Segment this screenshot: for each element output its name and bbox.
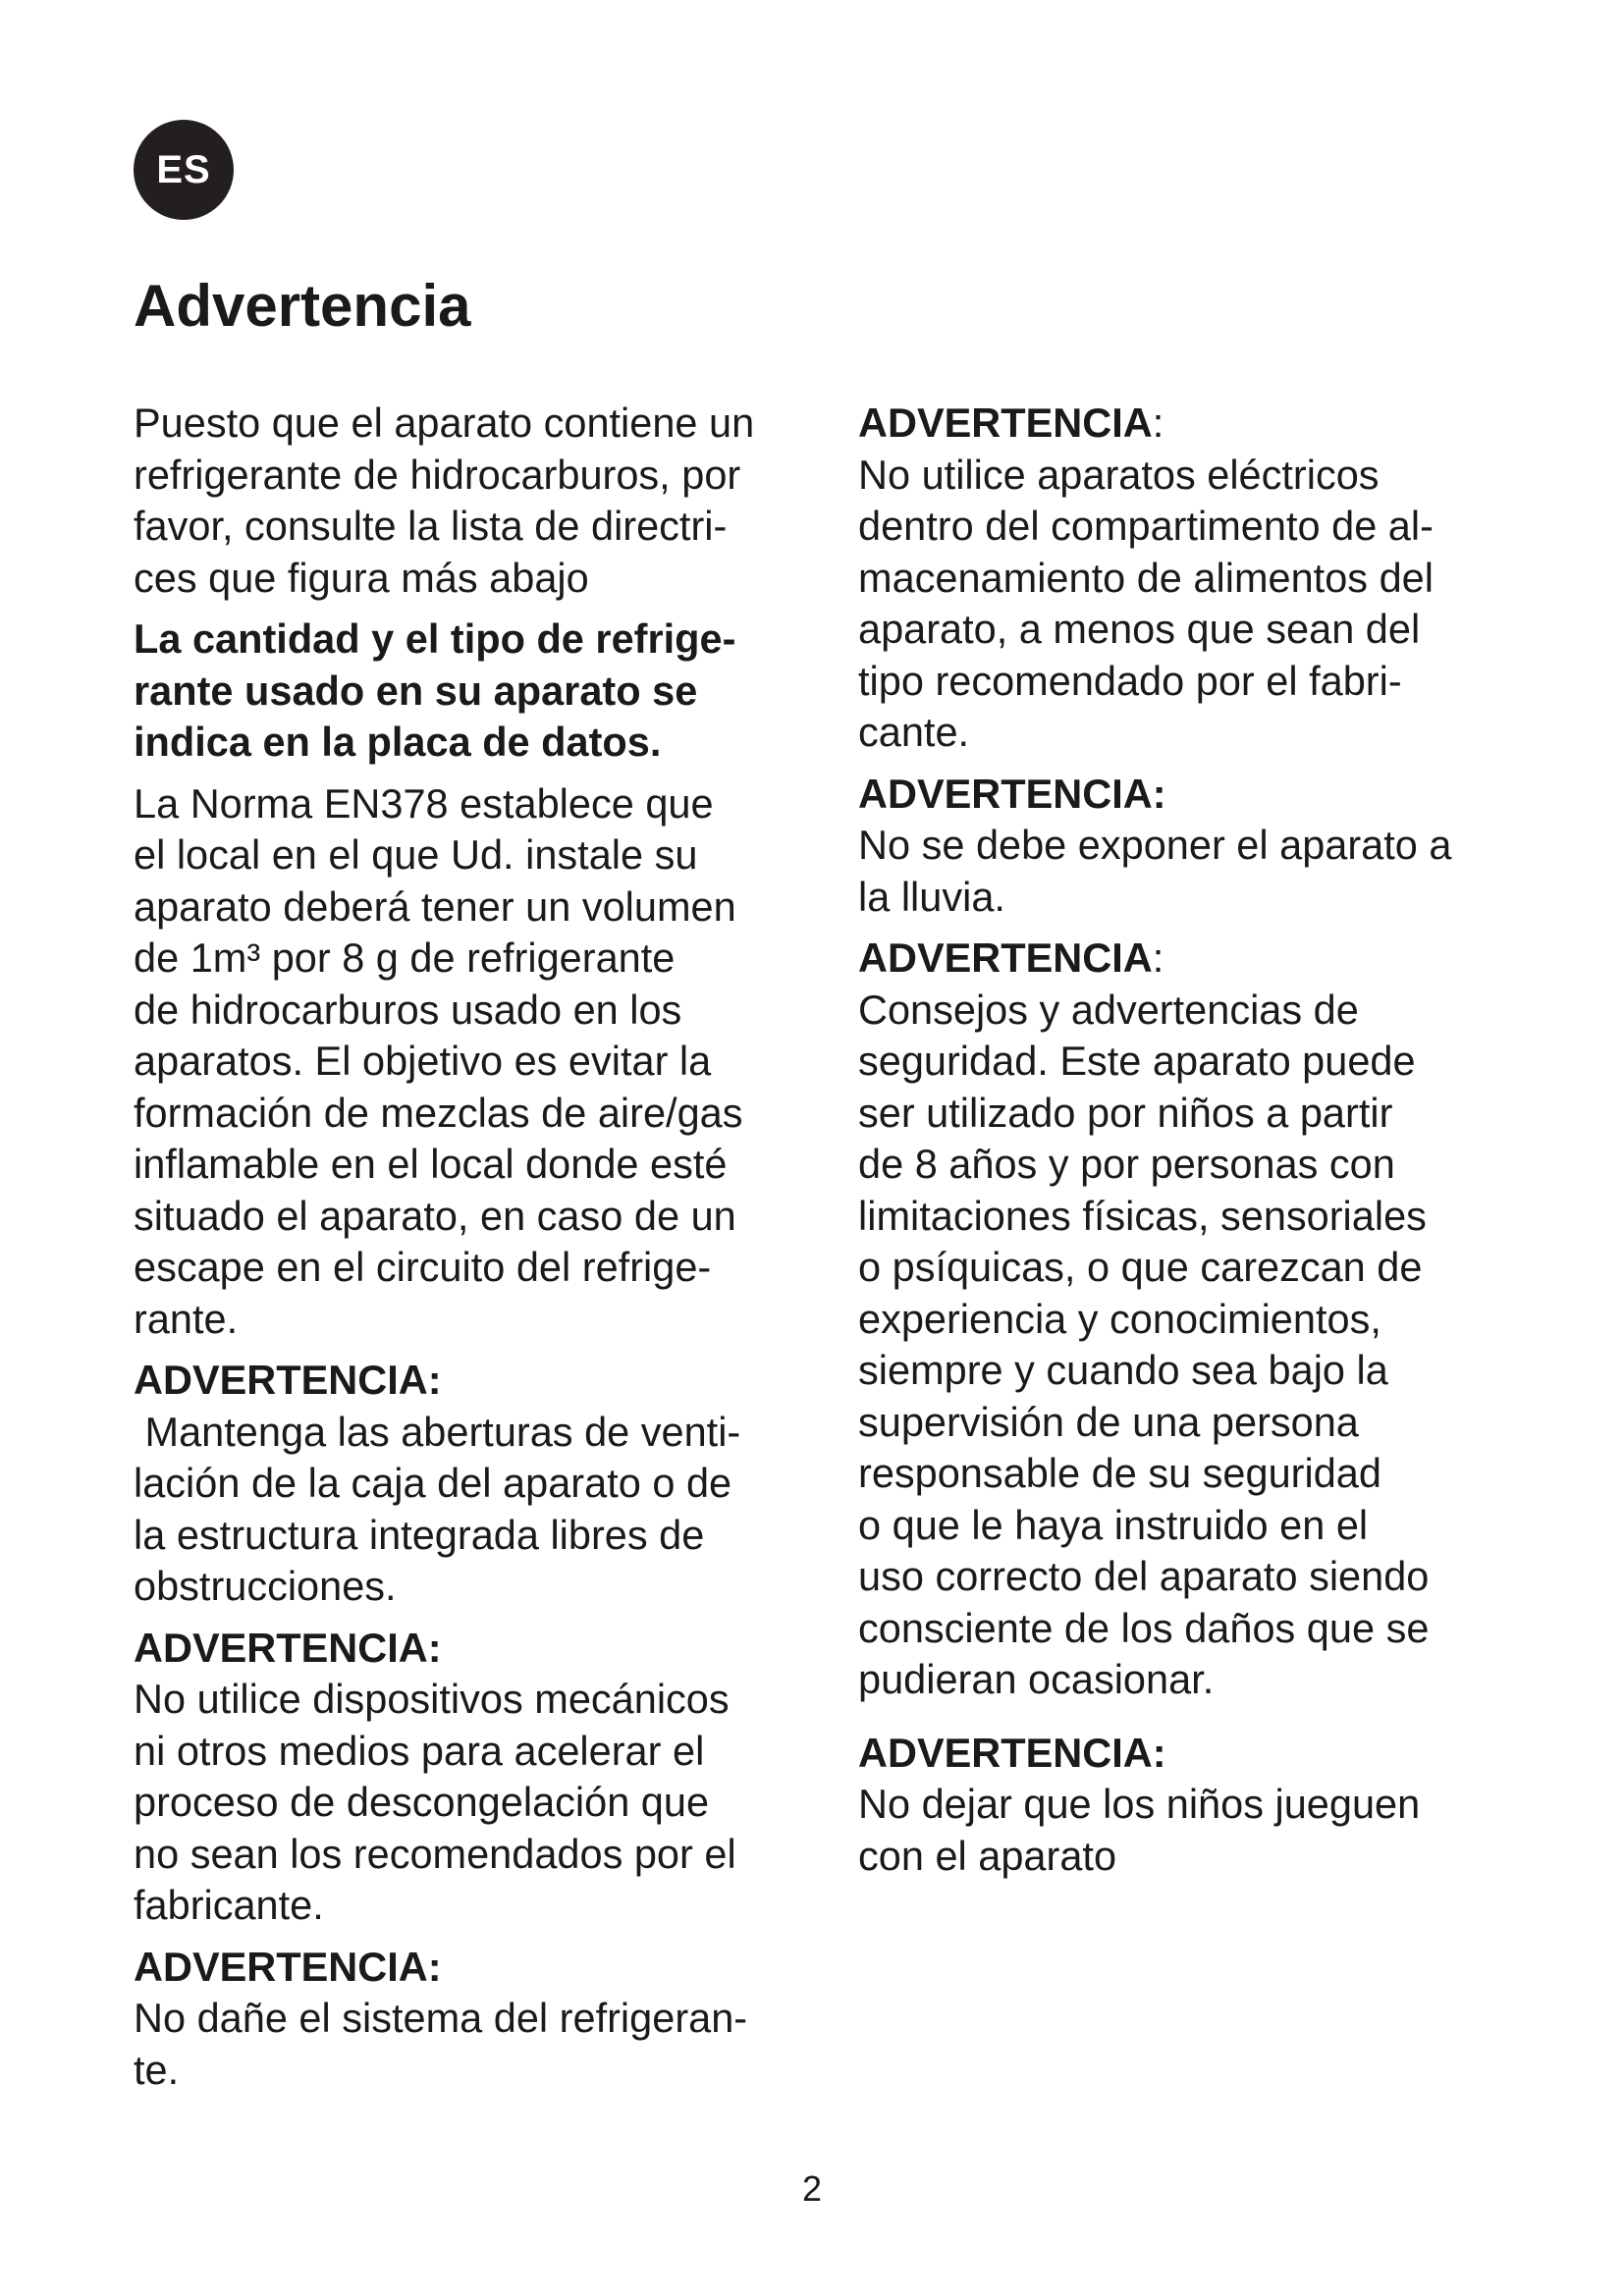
right-column: [858, 398, 1506, 1892]
text-line: formación de mezclas de aire/gas: [134, 1089, 743, 1136]
text-line: limitaciones físicas, sensoriales: [858, 1192, 1427, 1239]
text-line: situado el aparato, en caso de un: [134, 1192, 736, 1239]
text-line: indica en la placa de datos.: [134, 719, 662, 765]
text-line: de hidrocarburos usado en los: [134, 986, 682, 1033]
refrigerant-notice: [134, 614, 821, 769]
text-line: rante usado en su aparato se: [134, 667, 698, 714]
text-line: aparato, a menos que sean del: [858, 606, 1421, 652]
intro-paragraph: [134, 398, 821, 604]
text-line: tipo recomendado por el fabri-: [858, 657, 1402, 704]
text-line: siempre y cuando sea bajo la: [858, 1347, 1388, 1393]
warning-heading: ADVERTENCIA:: [134, 1943, 442, 1990]
text-line: No dejar que los niños jueguen: [858, 1781, 1421, 1827]
text-line: refrigerante de hidrocarburos, por: [134, 451, 741, 498]
left-column: [134, 398, 821, 2106]
warning-heading-line: [858, 398, 1506, 450]
text-line: la estructura integrada libres de: [134, 1511, 705, 1558]
text-line: con el aparato: [858, 1832, 1117, 1879]
text-line: uso correcto del aparato siendo: [858, 1553, 1430, 1599]
text-line: supervisión de una persona: [858, 1398, 1359, 1445]
warning-colon: :: [1152, 400, 1164, 446]
text-line: Puesto que el aparato contiene un: [134, 400, 755, 446]
warning-heading: ADVERTENCIA:: [858, 1729, 1166, 1776]
text-line: rante.: [134, 1295, 239, 1342]
text-line: de 8 años y por personas con: [858, 1141, 1395, 1187]
text-line: lación de la caja del aparato o de: [134, 1460, 732, 1506]
text-line: No utilice dispositivos mecánicos: [134, 1676, 730, 1722]
page-number: 2: [801, 2168, 823, 2209]
warning-heading: ADVERTENCIA: [858, 400, 1153, 446]
text-line: La Norma EN378 establece que: [134, 779, 714, 827]
warning-rain: [858, 769, 1506, 924]
warning-defrost: [134, 1623, 821, 1932]
language-badge: [134, 120, 234, 220]
text-line: o psíquicas, o que carezcan de: [858, 1244, 1423, 1290]
warning-ventilation: [134, 1355, 821, 1613]
text-line: No se debe exponer el aparato a: [858, 822, 1452, 868]
text-line: experiencia y conocimientos,: [858, 1295, 1381, 1342]
text-line: o que le haya instruido en el: [858, 1501, 1369, 1548]
text-line: responsable de su seguridad: [858, 1450, 1381, 1496]
text-line: escape en el circuito del refrige-: [134, 1244, 712, 1290]
text-line: el local en el que Ud. instale su: [134, 831, 698, 878]
text-line: No utilice aparatos eléctricos: [858, 451, 1380, 498]
text-line: te.: [134, 2046, 180, 2093]
warning-refrigerant-system: [134, 1942, 821, 2097]
text-line: de 1m³ por 8 g de refrigerante: [134, 934, 676, 981]
text-line: pudieran ocasionar.: [858, 1656, 1215, 1702]
warning-heading-line: [858, 933, 1506, 985]
text-line: cante.: [858, 709, 970, 755]
warning-safety-advice: [858, 933, 1506, 1706]
text-line: dentro del compartimento de al-: [858, 503, 1434, 549]
norm-paragraph: [134, 778, 821, 1346]
warning-heading: ADVERTENCIA: [858, 934, 1153, 981]
text-line: No dañe el sistema del refrigeran-: [134, 1995, 748, 2041]
warning-heading: ADVERTENCIA:: [134, 1624, 442, 1671]
text-line: la lluvia.: [858, 873, 1005, 920]
text-line: obstrucciones.: [134, 1563, 397, 1609]
text-line: macenamiento de alimentos del: [858, 554, 1434, 601]
text-line: aparatos. El objetivo es evitar la: [134, 1038, 712, 1084]
language-code: ES: [156, 147, 211, 191]
text-line: La cantidad y el tipo de refrige-: [134, 615, 736, 662]
text-line: Mantenga las aberturas de venti-: [134, 1408, 741, 1455]
warning-heading: ADVERTENCIA:: [858, 770, 1166, 817]
text-line: proceso de descongelación que: [134, 1779, 710, 1825]
text-line: ces que figura más abajo: [134, 554, 589, 601]
text-line: no sean los recomendados por el: [134, 1830, 736, 1877]
warning-children-play: [858, 1728, 1506, 1883]
text-line: seguridad. Este aparato puede: [858, 1038, 1416, 1084]
warning-electrical-appliances: [858, 398, 1506, 759]
text-line: fabricante.: [134, 1882, 324, 1928]
text-line: consciente de los daños que se: [858, 1604, 1430, 1651]
text-line: ni otros medios para acelerar el: [134, 1727, 705, 1774]
text-line: ser utilizado por niños a partir: [858, 1089, 1393, 1136]
text-line: aparato deberá tener un volumen: [134, 882, 736, 930]
text-line: inflamable en el local donde esté: [134, 1141, 728, 1187]
warning-colon: :: [1152, 934, 1164, 981]
text-line: Consejos y advertencias de: [858, 986, 1359, 1033]
text-line: favor, consulte la lista de directri-: [134, 503, 728, 549]
page-title: Advertencia: [134, 273, 471, 339]
warning-heading: ADVERTENCIA:: [134, 1357, 442, 1403]
